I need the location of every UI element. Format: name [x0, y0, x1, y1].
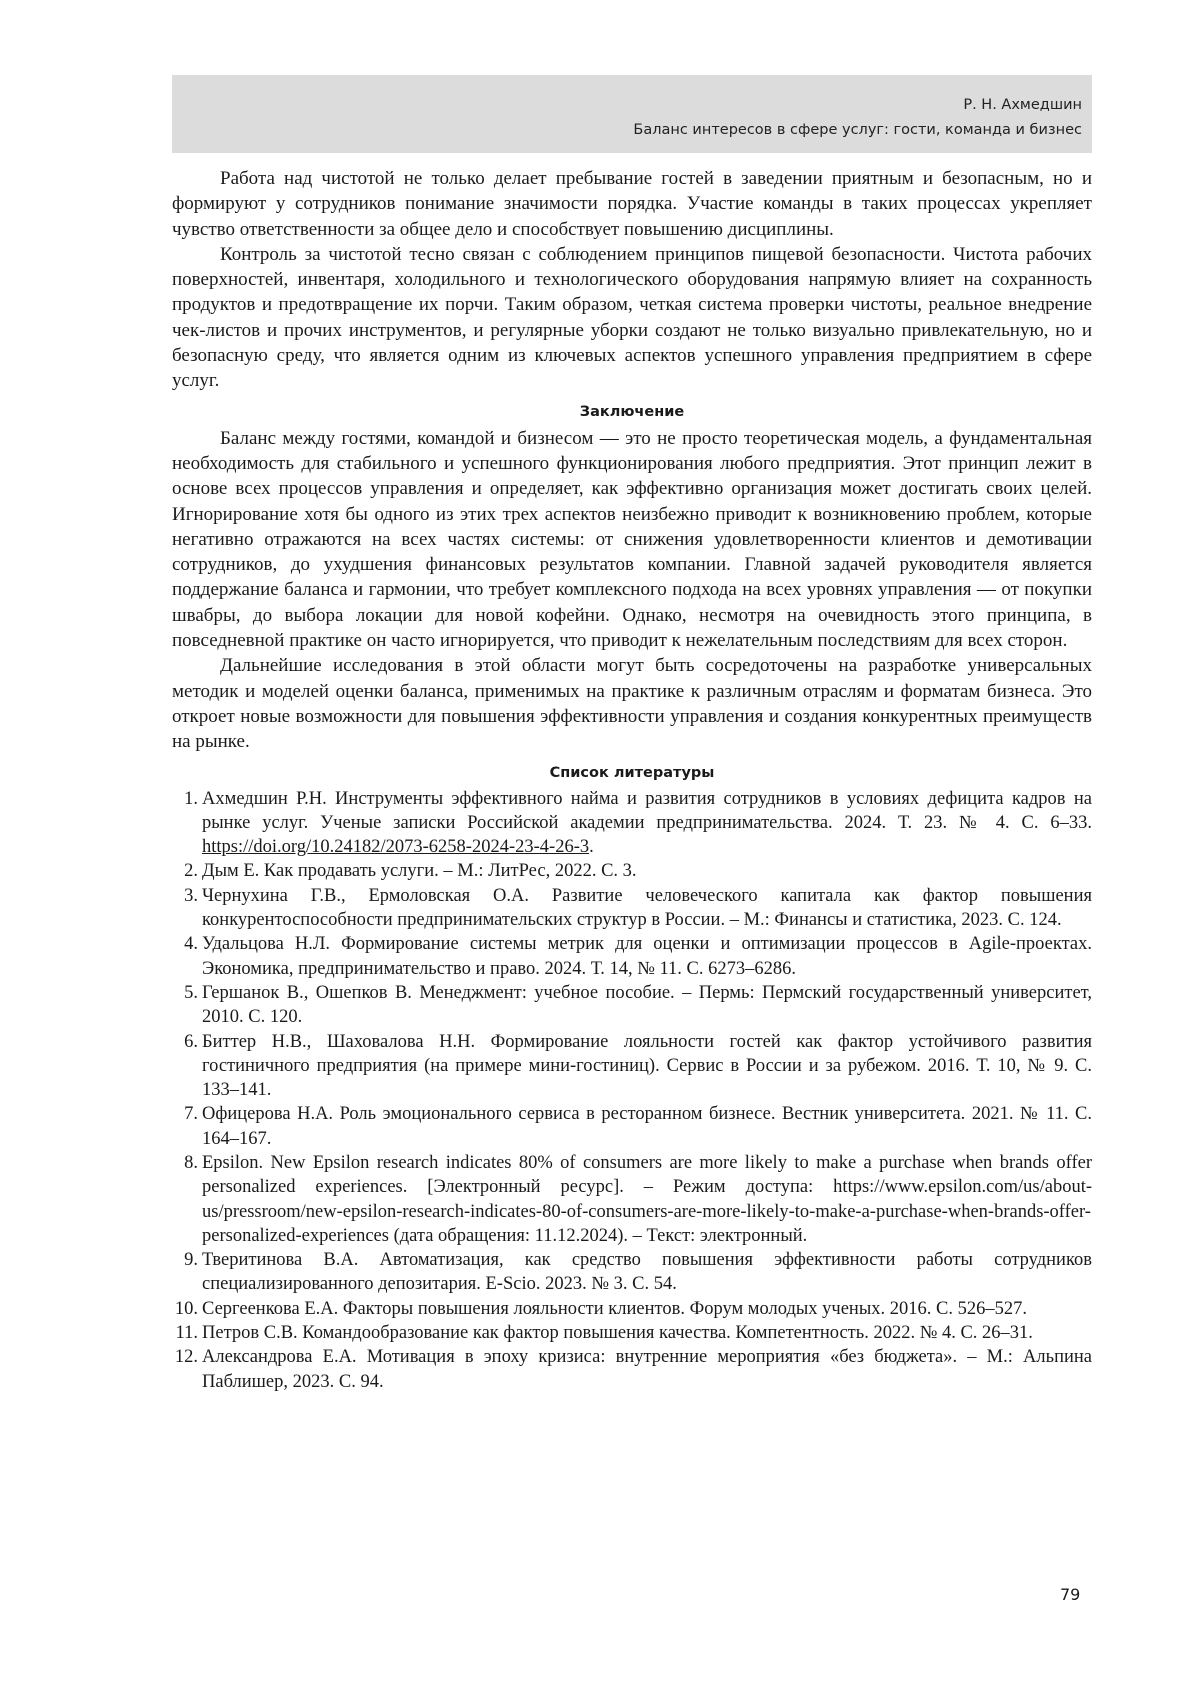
reference-text: Гершанок В., Ошепков В. Менеджмент: учебное пособие. – Пермь: Пермский государственный университет, 2010. С. 120.	[202, 983, 1092, 1027]
running-header	[172, 75, 1092, 153]
reference-item	[172, 932, 1092, 981]
reference-item	[172, 981, 1092, 1030]
reference-number: 4.	[172, 932, 198, 956]
body-paragraph: Контроль за чистотой тесно связан с соблюдением принципов пищевой безопасности. Чистота рабочих поверхностей, инвентаря, холодильного и технологического оборудования напрямую влияет на сохранность продуктов и предотвращение их порчи. Таким образом, четкая система проверки чистоты, реальное внедрение чек-листов и прочих инструментов, и регулярные уборки создают не только визуально привлекательную, но и безопасную среду, что является одним из ключевых аспектов успешного управления предприятием в сфере услуг.	[172, 242, 1092, 394]
reference-text: Офицерова Н.А. Роль эмоционального сервиса в ресторанном бизнесе. Вестник университета. 2021. № 11. С. 164–167.	[202, 1104, 1092, 1148]
references-heading: Список литературы	[172, 761, 1092, 785]
reference-text: Ахмедшин Р.Н. Инструменты эффективного найма и развития сотрудников в условиях дефицита кадров на рынке услуг. Ученые записки Российской академии предпринимательства. 2024. Т. 23. № 4. С. 6–33.	[202, 789, 1092, 833]
reference-number: 1.	[172, 787, 198, 811]
reference-number: 5.	[172, 981, 198, 1005]
reference-item	[172, 1248, 1092, 1297]
reference-text: Чернухина Г.В., Ермоловская О.А. Развитие человеческого капитала как фактор повышения конкурентоспособности предпринимательских структур в России. – М.: Финансы и статистика, 2023. С. 124.	[202, 886, 1092, 930]
reference-number: 12.	[172, 1345, 198, 1369]
reference-number: 9.	[172, 1248, 198, 1272]
reference-text: Петров С.В. Командообразование как фактор повышения качества. Компетентность. 2022. № 4. С. 26–31.	[202, 1323, 1033, 1343]
conclusion-paragraph: Баланс между гостями, командой и бизнесом — это не просто теоретическая модель, а фундаментальная необходимость для стабильного и успешного функционирования любого предприятия. Этот принцип лежит в основе всех процессов управления и определяет, как эффективно организация может достигать своих целей. Игнорирование хотя бы одного из этих трех аспектов неизбежно приводит к возникновению проблем, которые негативно отражаются на всех частях системы: от снижения удовлетворенности клиентов и демотивации сотрудников, до ухудшения финансовых результатов компании. Главной задачей руководителя является поддержание баланса и гармонии, что требует комплексного подхода на всех уровнях управления — от покупки швабры, до выбора локации для новой кофейни. Однако, несмотря на очевидность этого принципа, в повседневной практике он часто игнорируется, что приводит к нежелательным последствиям для всех сторон.	[172, 426, 1092, 654]
doi-link[interactable]: https://doi.org/10.24182/2073-6258-2024-23-4-26-3	[202, 837, 589, 857]
reference-text: Александрова Е.А. Мотивация в эпоху кризиса: внутренние мероприятия «без бюджета». – М.: Альпина Паблишер, 2023. С. 94.	[202, 1347, 1092, 1391]
page-number: 79	[1060, 1585, 1080, 1604]
reference-item	[172, 884, 1092, 933]
references-list	[172, 787, 1092, 1394]
conclusion-heading: Заключение	[172, 400, 1092, 424]
reference-text: Удальцова Н.Л. Формирование системы метрик для оценки и оптимизации процессов в Agile-проектах. Экономика, предпринимательство и право. 2024. Т. 14, № 11. С. 6273–6286.	[202, 934, 1092, 978]
reference-item	[172, 1102, 1092, 1151]
reference-number: 2.	[172, 859, 198, 883]
header-author: Р. Н. Ахмедшин	[172, 93, 1082, 118]
reference-number: 8.	[172, 1151, 198, 1175]
reference-number: 6.	[172, 1030, 198, 1054]
reference-text: Тверитинова В.А. Автоматизация, как средство повышения эффективности работы сотрудников специализированного депозитария. E-Scio. 2023. № 3. С. 54.	[202, 1250, 1092, 1294]
reference-item	[172, 1345, 1092, 1394]
body-paragraph: Работа над чистотой не только делает пребывание гостей в заведении приятным и безопасным, но и формируют у сотрудников понимание значимости порядка. Участие команды в таких процессах укрепляет чувство ответственности за общее дело и способствует повышению дисциплины.	[172, 166, 1092, 242]
reference-item	[172, 1151, 1092, 1248]
reference-number: 10.	[172, 1297, 198, 1321]
reference-number: 3.	[172, 884, 198, 908]
reference-item	[172, 1297, 1092, 1321]
reference-number: 11.	[172, 1321, 198, 1345]
reference-text: Дым Е. Как продавать услуги. – М.: ЛитРес, 2022. С. 3.	[202, 861, 637, 881]
reference-item	[172, 1321, 1092, 1345]
reference-item	[172, 859, 1092, 883]
reference-text: Биттер Н.В., Шаховалова Н.Н. Формирование лояльности гостей как фактор устойчивого развития гостиничного предприятия (на примере мини-гостиниц). Сервис в России и за рубежом. 2016. Т. 10, № 9. С. 133–141.	[202, 1032, 1092, 1101]
reference-text: Epsilon. New Epsilon research indicates 80% of consumers are more likely to make a purchase when brands offer personalized experiences. [Электронный ресурс]. – Режим доступа: https://www.epsilon.com/us/about-us/pressroom/new-epsilon-research-indicates-80-of-consumers-are-more-likely-to-make-a-purchase-when-brands-offer-personalized-experiences (дата обращения: 11.12.2024). – Текст: электронный.	[202, 1153, 1092, 1246]
reference-item	[172, 787, 1092, 860]
page-body	[172, 166, 1092, 1394]
conclusion-paragraph: Дальнейшие исследования в этой области могут быть сосредоточены на разработке универсальных методик и моделей оценки баланса, применимых на практике к различным отраслям и форматам бизнеса. Это откроет новые возможности для повышения эффективности управления и создания конкурентных преимуществ на рынке.	[172, 653, 1092, 754]
reference-tail: .	[589, 837, 594, 857]
reference-number: 7.	[172, 1102, 198, 1126]
header-title: Баланс интересов в сфере услуг: гости, команда и бизнес	[172, 118, 1082, 143]
reference-text: Сергеенкова Е.А. Факторы повышения лояльности клиентов. Форум молодых ученых. 2016. С. 526–527.	[202, 1299, 1027, 1319]
reference-item	[172, 1030, 1092, 1103]
